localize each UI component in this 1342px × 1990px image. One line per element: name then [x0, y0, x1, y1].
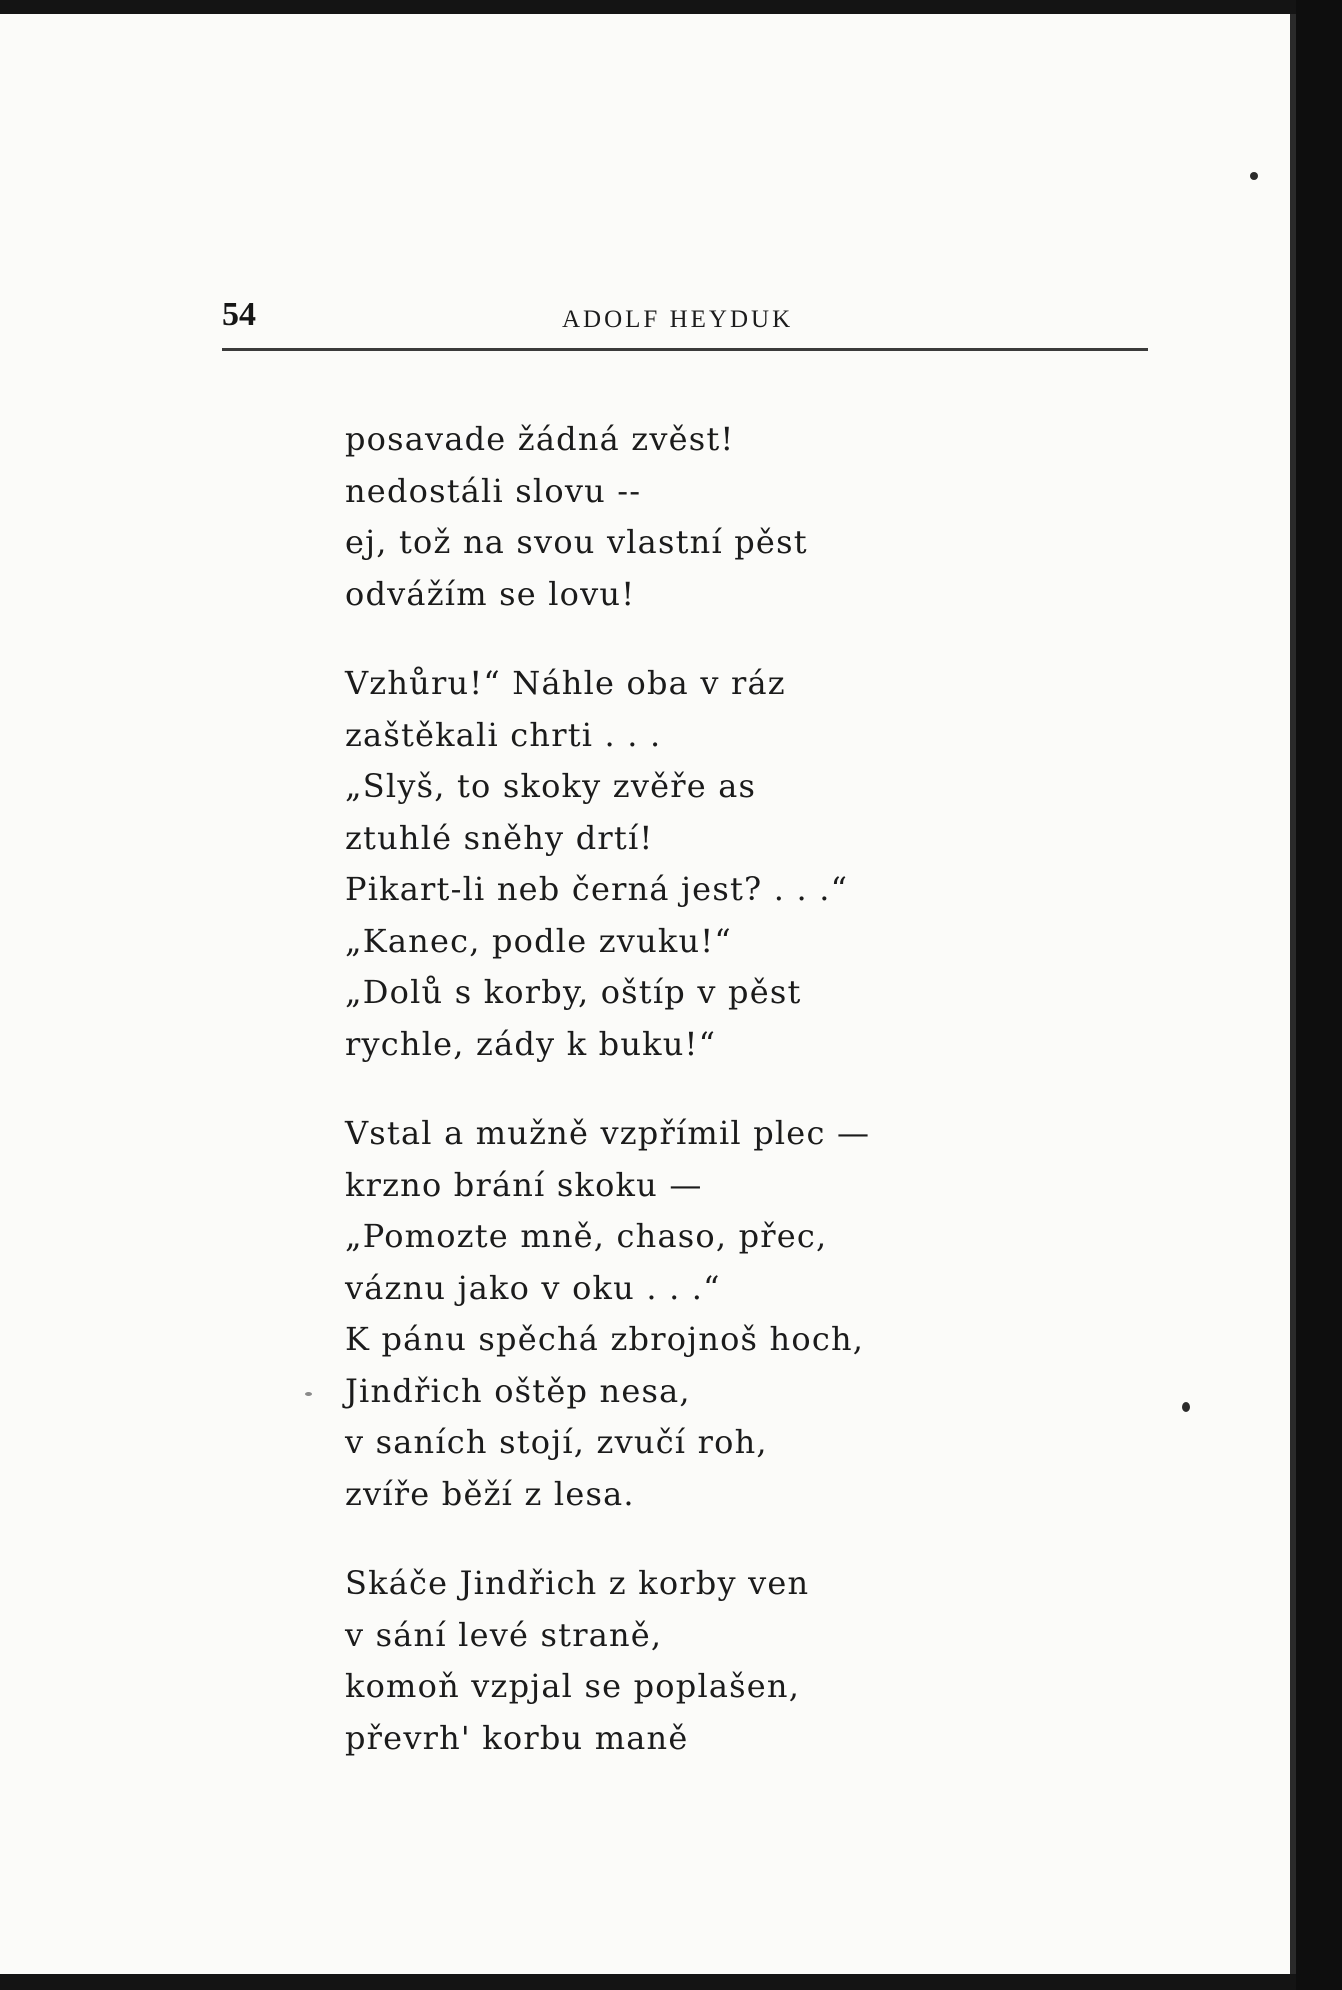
- poem-line: odvážím se lovu!: [345, 574, 636, 613]
- poem-line: ztuhlé sněhy drtí!: [345, 818, 654, 857]
- poem-line: posavade žádná zvěst!: [345, 420, 735, 458]
- poem-text: [345, 414, 1005, 1757]
- page-header: [222, 284, 1148, 344]
- running-title: ADOLF HEYDUK: [562, 306, 794, 333]
- stanza-3: [345, 1108, 1005, 1520]
- poem-line: nedostáli slovu --: [345, 471, 642, 510]
- stanza-4: [345, 1558, 1005, 1764]
- poem-line: zaštěkali chrti . . .: [345, 715, 662, 754]
- poem-line: „Slyš, to skoky zvěře as: [345, 767, 757, 805]
- poem-line: zvíře běží z lesa.: [345, 1474, 635, 1513]
- stanza-2: [345, 658, 1005, 1070]
- poem-line: „Pomozte mně, chaso, přec,: [345, 1217, 828, 1255]
- poem-line: Vstal a mužně vzpřímil plec —: [345, 1114, 871, 1152]
- ink-speck: [1250, 172, 1258, 180]
- stanza-1: [345, 414, 1005, 620]
- page-number: 54: [222, 296, 256, 333]
- poem-line: Jindřich oštěp nesa,: [345, 1371, 691, 1410]
- scan-edge: [1296, 0, 1342, 1990]
- poem-line: „Dolů s korby, oštíp v pěst: [345, 973, 802, 1011]
- poem-line: komoň vzpjal se poplašen,: [345, 1667, 801, 1705]
- poem-line: Pikart-li neb černá jest? . . .“: [345, 870, 849, 908]
- poem-line: Skáče Jindřich z korby ven: [345, 1564, 810, 1602]
- poem-line: rychle, zády k buku!“: [345, 1024, 717, 1063]
- poem-line: ej, tož na svou vlastní pěst: [345, 523, 808, 561]
- book-page: [0, 14, 1296, 1974]
- poem-line: převrh' korbu maně: [345, 1718, 689, 1757]
- poem-line: krzno brání skoku —: [345, 1165, 703, 1204]
- ink-speck: [1182, 1402, 1190, 1412]
- header-rule: [222, 348, 1148, 351]
- poem-line: v sání levé straně,: [345, 1615, 663, 1654]
- ink-speck: [305, 1392, 312, 1396]
- poem-line: váznu jako v oku . . .“: [345, 1268, 721, 1307]
- poem-line: Vzhůru!“ Náhle oba v ráz: [345, 664, 786, 702]
- poem-line: K pánu spěchá zbrojnoš hoch,: [345, 1320, 865, 1358]
- poem-line: v saních stojí, zvučí roh,: [345, 1423, 768, 1461]
- poem-line: „Kanec, podle zvuku!“: [345, 921, 732, 960]
